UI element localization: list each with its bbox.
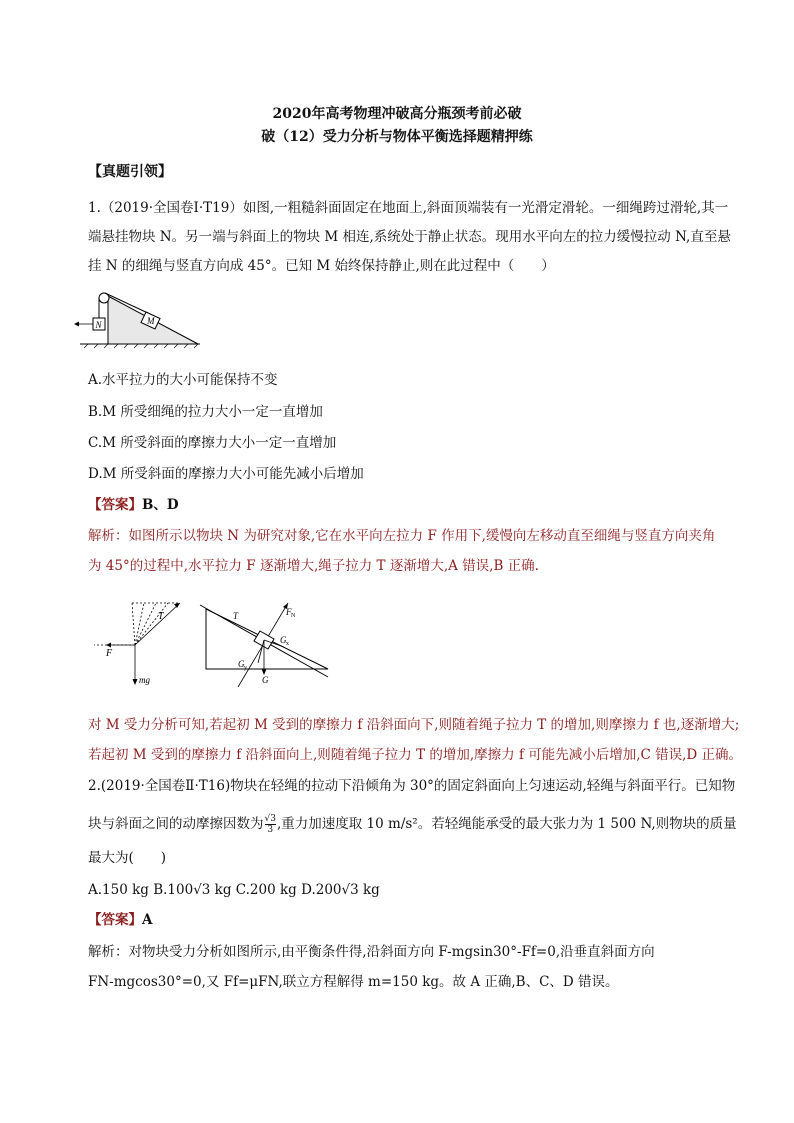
q2-stem-line-1: 2.(2019·全国卷Ⅱ·T16)物块在轻绳的拉动下沿倾角为 30°的固定斜面向上匀速运动,轻绳与斜面平行。已知物 — [88, 778, 736, 794]
q1-option-d: D.M 所受斜面的摩擦力大小可能先减小后增加 — [88, 466, 364, 482]
fig2-label-fn-sub: N — [291, 613, 296, 619]
fig2-label-gy: G — [238, 659, 245, 669]
q1-answer-label: 【答案】 — [88, 497, 142, 513]
q1-option-b: B.M 所受细绳的拉力大小一定一直增加 — [88, 404, 323, 420]
q1-stem-line-2: 端悬挂物块 N。另一端与斜面上的物块 M 相连,系统处于静止状态。现用水平向左的拉力缓慢拉动 N,直至悬 — [88, 229, 731, 245]
force-analysis-figure — [88, 597, 338, 689]
fig2-label-gx-sub: x — [286, 641, 289, 647]
fig-label-n: N — [95, 320, 102, 330]
fig-label-m: M — [147, 316, 155, 326]
fig-label-mg: mg — [139, 675, 150, 685]
q1-stem-line-1: 1.（2019·全国卷Ⅰ·T19）如图,一粗糙斜面固定在地面上,斜面顶端装有一光滑定滑轮。一细绳跨过滑轮,其一 — [88, 200, 729, 216]
fraction-numerator: √3 — [264, 814, 276, 824]
fig2-label-gx: G — [280, 635, 287, 645]
q2-answer-value: A — [142, 912, 153, 928]
q2-options: A.150 kg B.100√3 kg C.200 kg D.200√3 kg — [88, 882, 380, 898]
fig2-label-gy-sub: y — [244, 665, 247, 671]
fig2-label-t: T — [233, 611, 239, 621]
q1-stem-line-3: 挂 N 的细绳与竖直方向成 45°。已知 M 始终保持静止,则在此过程中（ ） — [88, 258, 555, 274]
fraction-denominator: 3 — [267, 825, 274, 835]
q1-option-c: C.M 所受斜面的摩擦力大小一定一直增加 — [88, 435, 337, 451]
incline-pulley-figure — [70, 290, 210, 360]
fig-label-f: F — [106, 648, 113, 659]
q1-answer — [88, 496, 708, 514]
q2-stem-line-3: 最大为( ) — [88, 850, 167, 866]
q1-option-a: A.水平拉力的大小可能保持不变 — [88, 372, 278, 388]
q2-explanation-line-2: FN-mgcos30°=0,又 Ff=μFN,联立方程解得 m=150 kg。故 A 正确,B、C、D 错误。 — [88, 974, 619, 990]
q2-explanation-line-1: 解析：对物块受力分析如图所示,由平衡条件得,沿斜面方向 F-mgsin30°-Ff=0,沿垂直斜面方向 — [88, 944, 655, 960]
q2-stem-line-2a: 块与斜面之间的动摩擦因数为 — [88, 816, 264, 832]
q1-explanation-line-1: 解析：如图所示以物块 N 为研究对象,它在水平向左拉力 F 作用下,缓慢向左移动直至细绳与竖直方向夹角 — [88, 528, 716, 544]
q2-answer-label: 【答案】 — [88, 912, 142, 928]
q1-explanation-line-2: 为 45°的过程中,水平拉力 F 逐渐增大,绳子拉力 T 逐渐增大,A 错误,B 正确. — [88, 558, 539, 574]
q2-answer — [88, 911, 708, 929]
q2-stem-line-2b: ,重力加速度取 10 m/s²。若轻绳能承受的最大张力为 1 500 N,则物块的质量 — [276, 816, 737, 832]
fig2-label-fn: F — [286, 607, 292, 617]
q1-explanation-line-4: 若起初 M 受到的摩擦力 f 沿斜面向上,则随着绳子拉力 T 的增加,摩擦力 f 可能先减小后增加,C 错误,D 正确。 — [88, 747, 743, 763]
friction-coefficient-fraction — [265, 814, 276, 835]
q1-answer-value: B、D — [142, 497, 179, 513]
fig2-label-g: G — [262, 675, 269, 685]
q1-explanation-line-3: 对 M 受力分析可知,若起初 M 受到的摩擦力 f 沿斜面向下,则随着绳子拉力 T 的增加,则摩擦力 f 也,逐渐增大; — [88, 717, 740, 733]
section-heading: 【真题引领】 — [88, 164, 172, 180]
document-subtitle: 破（12）受力分析与物体平衡选择题精押练 — [261, 129, 533, 145]
q2-stem-line-2 — [88, 814, 737, 835]
fig-label-t: T — [158, 611, 164, 622]
document-title: 2020年高考物理冲破高分瓶颈考前必破 — [272, 106, 522, 122]
